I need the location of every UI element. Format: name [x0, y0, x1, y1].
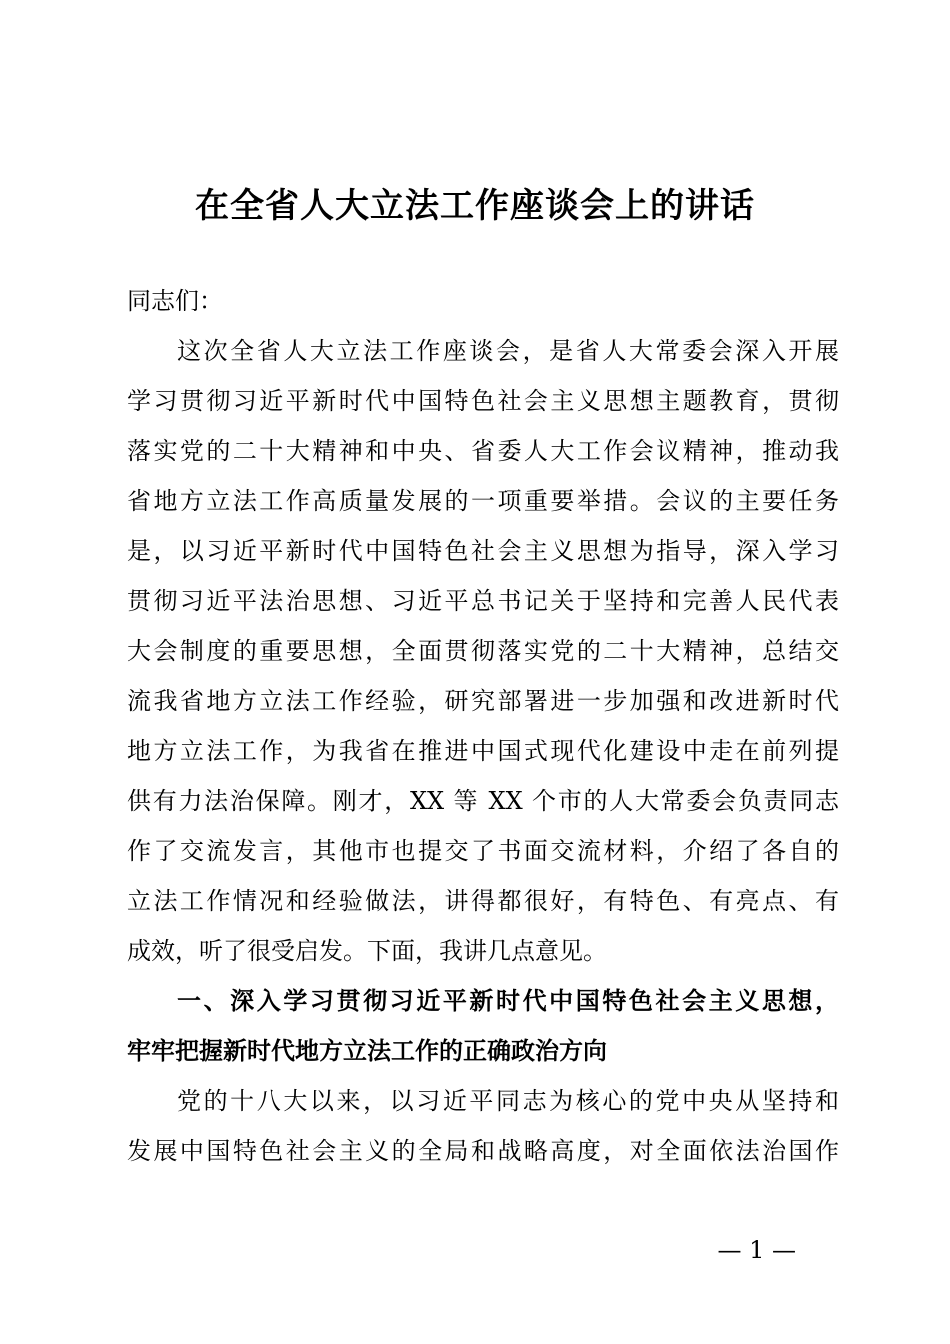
- paragraph-line: 落实党的二十大精神和中央、省委人大工作会议精神，推动我: [127, 437, 839, 465]
- paragraph-line: 成效，听了很受启发。下面，我讲几点意见。: [127, 937, 607, 965]
- salutation: 同志们：: [127, 287, 223, 315]
- paragraph-intro: [127, 326, 839, 976]
- paragraph-line: 地方立法工作，为我省在推进中国式现代化建设中走在前列提: [127, 737, 839, 765]
- document-title: 在全省人大立法工作座谈会上的讲话: [195, 186, 755, 226]
- document-body: [127, 276, 839, 1176]
- paragraph-line: 是，以习近平新时代中国特色社会主义思想为指导，深入学习: [127, 537, 839, 565]
- paragraph-line: 省地方立法工作高质量发展的一项重要举措。会议的主要任务: [127, 487, 839, 515]
- paragraph-line: 贯彻习近平法治思想、习近平总书记关于坚持和完善人民代表: [127, 587, 839, 615]
- paragraph-line: 作了交流发言，其他市也提交了书面交流材料，介绍了各自的: [127, 837, 839, 865]
- section-heading-1: [127, 976, 839, 1076]
- paragraph-line: 立法工作情况和经验做法，讲得都很好，有特色、有亮点、有: [127, 887, 839, 915]
- paragraph-line: 大会制度的重要思想，全面贯彻落实党的二十大精神，总结交: [127, 637, 839, 665]
- paragraph-line: 供有力法治保障。刚才，XX 等 XX 个市的人大常委会负责同志: [127, 787, 839, 815]
- paragraph-line: 学习贯彻习近平新时代中国特色社会主义思想主题教育，贯彻: [127, 387, 839, 415]
- paragraph-line: 流我省地方立法工作经验，研究部署进一步加强和改进新时代: [127, 687, 839, 715]
- page-number: — 1 —: [717, 1236, 796, 1264]
- paragraph-section-1: [127, 1076, 839, 1176]
- paragraph-line: 党的十八大以来，以习近平同志为核心的党中央从坚持和: [177, 1087, 839, 1115]
- section-heading-line: 一、深入学习贯彻习近平新时代中国特色社会主义思想，: [177, 987, 839, 1015]
- section-heading-line: 牢牢把握新时代地方立法工作的正确政治方向: [127, 1037, 607, 1065]
- paragraph-line: 这次全省人大立法工作座谈会，是省人大常委会深入开展: [177, 337, 839, 365]
- paragraph-line: 发展中国特色社会主义的全局和战略高度，对全面依法治国作: [127, 1137, 839, 1165]
